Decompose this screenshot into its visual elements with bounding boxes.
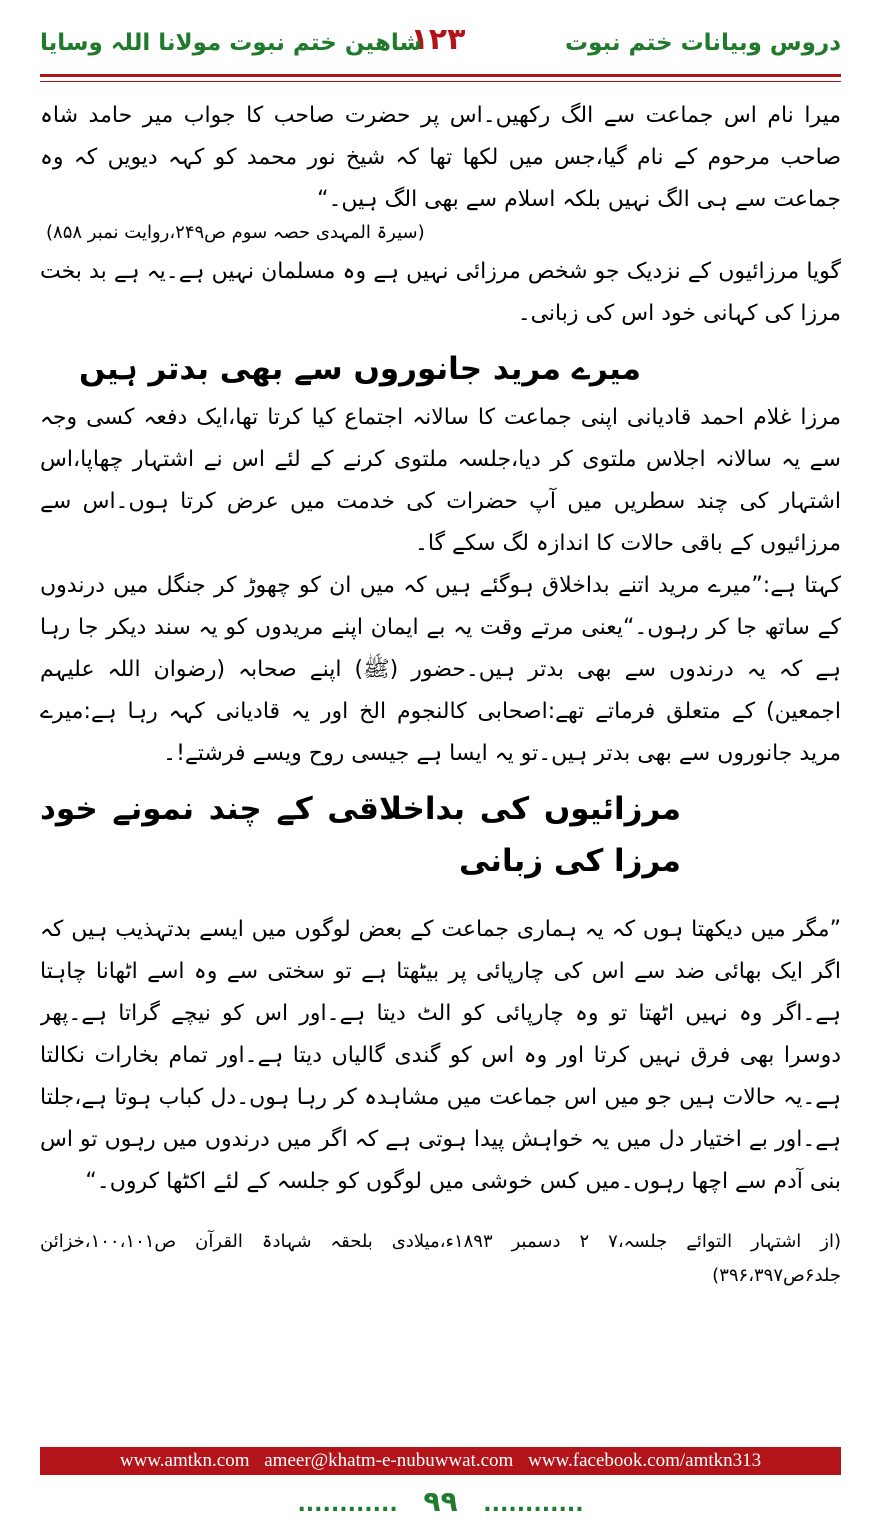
page-header bbox=[40, 22, 841, 66]
header-rule-thick bbox=[40, 74, 841, 77]
paragraph-4: کہتا ہے:”میرے مرید اتنے بداخلاق ہوگئے ہیں کہ میں ان کو چھوڑ کر جنگل میں درندوں کے ساتھ جا کر رہوں۔“یعنی مرتے وقت یہ بے ایمان اپنے مریدوں کو یہ سند دیکر جا رہا ہے کہ یہ درندوں سے بھی بدتر ہیں۔حضور (ﷺ) اپنے صحابہ (رضوان اللہ علیہم اجمعین) کے متعلق فرماتے تھے:اصحابی کالنجوم الخ اور یہ قادیانی کہہ رہا ہے:میرے مرید جانوروں سے بھی بدتر ہیں۔تو یہ ایسا ہے جیسی روح ویسے فرشتے!۔ bbox=[40, 573, 841, 766]
header-rule-thin bbox=[40, 81, 841, 82]
paragraph-3: مرزا غلام احمد قادیانی اپنی جماعت کا سالانہ اجتماع کیا کرتا تھا،ایک دفعہ کسی وجہ سے یہ سالانہ اجلاس ملتوی کر دیا،جلسہ ملتوی کرنے کے لئے اس نے اشتہار چھاپا،اس اشتہار کی چند سطریں میں آپ حضرات کی خدمت میں عرض کرتا ہوں۔اس سے مرزائیوں کے باقی حالات کا اندازہ لگ سکے گا۔ bbox=[40, 405, 841, 556]
email-link[interactable]: ameer@khatm-e-nubuwwat.com bbox=[264, 1450, 514, 1471]
book-title: دروس وبیانات ختم نبوت bbox=[565, 30, 841, 56]
quoted-passage: ”مگر میں دیکھتا ہوں کہ یہ ہماری جماعت کے بعض لوگوں میں ایسے بدتہذیب ہیں کہ اگر ایک بھائی ضد سے اس کی چارپائی پر بیٹھتا ہے تو سختی سے وہ اسے اٹھانا چاہتا ہے۔اگر وہ نہیں اٹھتا تو وہ چارپائی کو الٹ دیتا ہے۔اور اس کو نیچے گراتا ہے۔پھر دوسرا بھی فرق نہیں کرتا اور وہ اس کو گندی گالیاں دیتا ہے۔اور تمام بخارات نکالتا ہے۔یہ حالات ہیں جو میں اس جماعت میں مشاہدہ کر رہا ہوں۔دل کباب ہوتا ہے،جلتا ہے۔اور بے اختیار دل میں یہ خواہش پیدا ہوتی ہے کہ اگر میں درندوں میں رہوں تو اس بنی آدم سے اچھا رہوں۔میں کس خوشی میں لوگوں کو جلسہ کے لئے اکٹھا کروں۔“ bbox=[40, 917, 841, 1194]
source-citation: (از اشتہار التوائے جلسہ،۷ ۲ دسمبر ۱۸۹۳ء،میلادی بلحقہ شہادۃ القرآن ص۱۰۰،۱۰۱،خزائن جلد۶ص۳۹۶،۳۹۷) bbox=[40, 1231, 841, 1286]
reference-1: (سیرۃ المہدی حصہ سوم ص۲۴۹،روایت نمبر ۸۵۸) bbox=[46, 222, 425, 243]
section-heading-1: میرے مرید جانوروں سے بھی بدتر ہیں bbox=[78, 351, 641, 387]
page-dots-right: ............ bbox=[483, 1492, 584, 1517]
footer-links-bar bbox=[40, 1447, 841, 1475]
paragraph-2: گویا مرزائیوں کے نزدیک جو شخص مرزائی نہیں ہے وہ مسلمان نہیں ہے۔یہ ہے بد بخت مرزا کی کہانی خود اس کی زبانی۔ bbox=[40, 259, 841, 326]
author-name: شاهین ختم نبوت مولانا اللہ وسایا bbox=[40, 30, 423, 56]
paragraph-1: میرا نام اس جماعت سے الگ رکھیں۔اس پر حضرت صاحب کا جواب میر حامد شاہ صاحب مرحوم کے نام گیا،جس میں لکھا تھا کہ شیخ نور محمد کو کہہ دیویں کہ وہ جماعت سے ہی الگ نہیں بلکہ اسلام سے بھی الگ ہیں۔“ bbox=[40, 103, 841, 212]
facebook-link[interactable]: www.facebook.com/amtkn313 bbox=[528, 1450, 762, 1471]
page-number-footer bbox=[0, 1482, 881, 1522]
section-heading-2: مرزائیوں کی بداخلاقی کے چند نمونے خود مرزا کی زبانی bbox=[40, 791, 681, 879]
page-dots-left: ............ bbox=[297, 1492, 398, 1517]
website-link[interactable]: www.amtkn.com bbox=[119, 1450, 250, 1471]
header-page-number: ۱۲۳ bbox=[410, 22, 466, 57]
reference-1-row bbox=[40, 217, 841, 249]
page-content bbox=[40, 95, 841, 1430]
page-number: ۹۹ bbox=[423, 1485, 458, 1518]
